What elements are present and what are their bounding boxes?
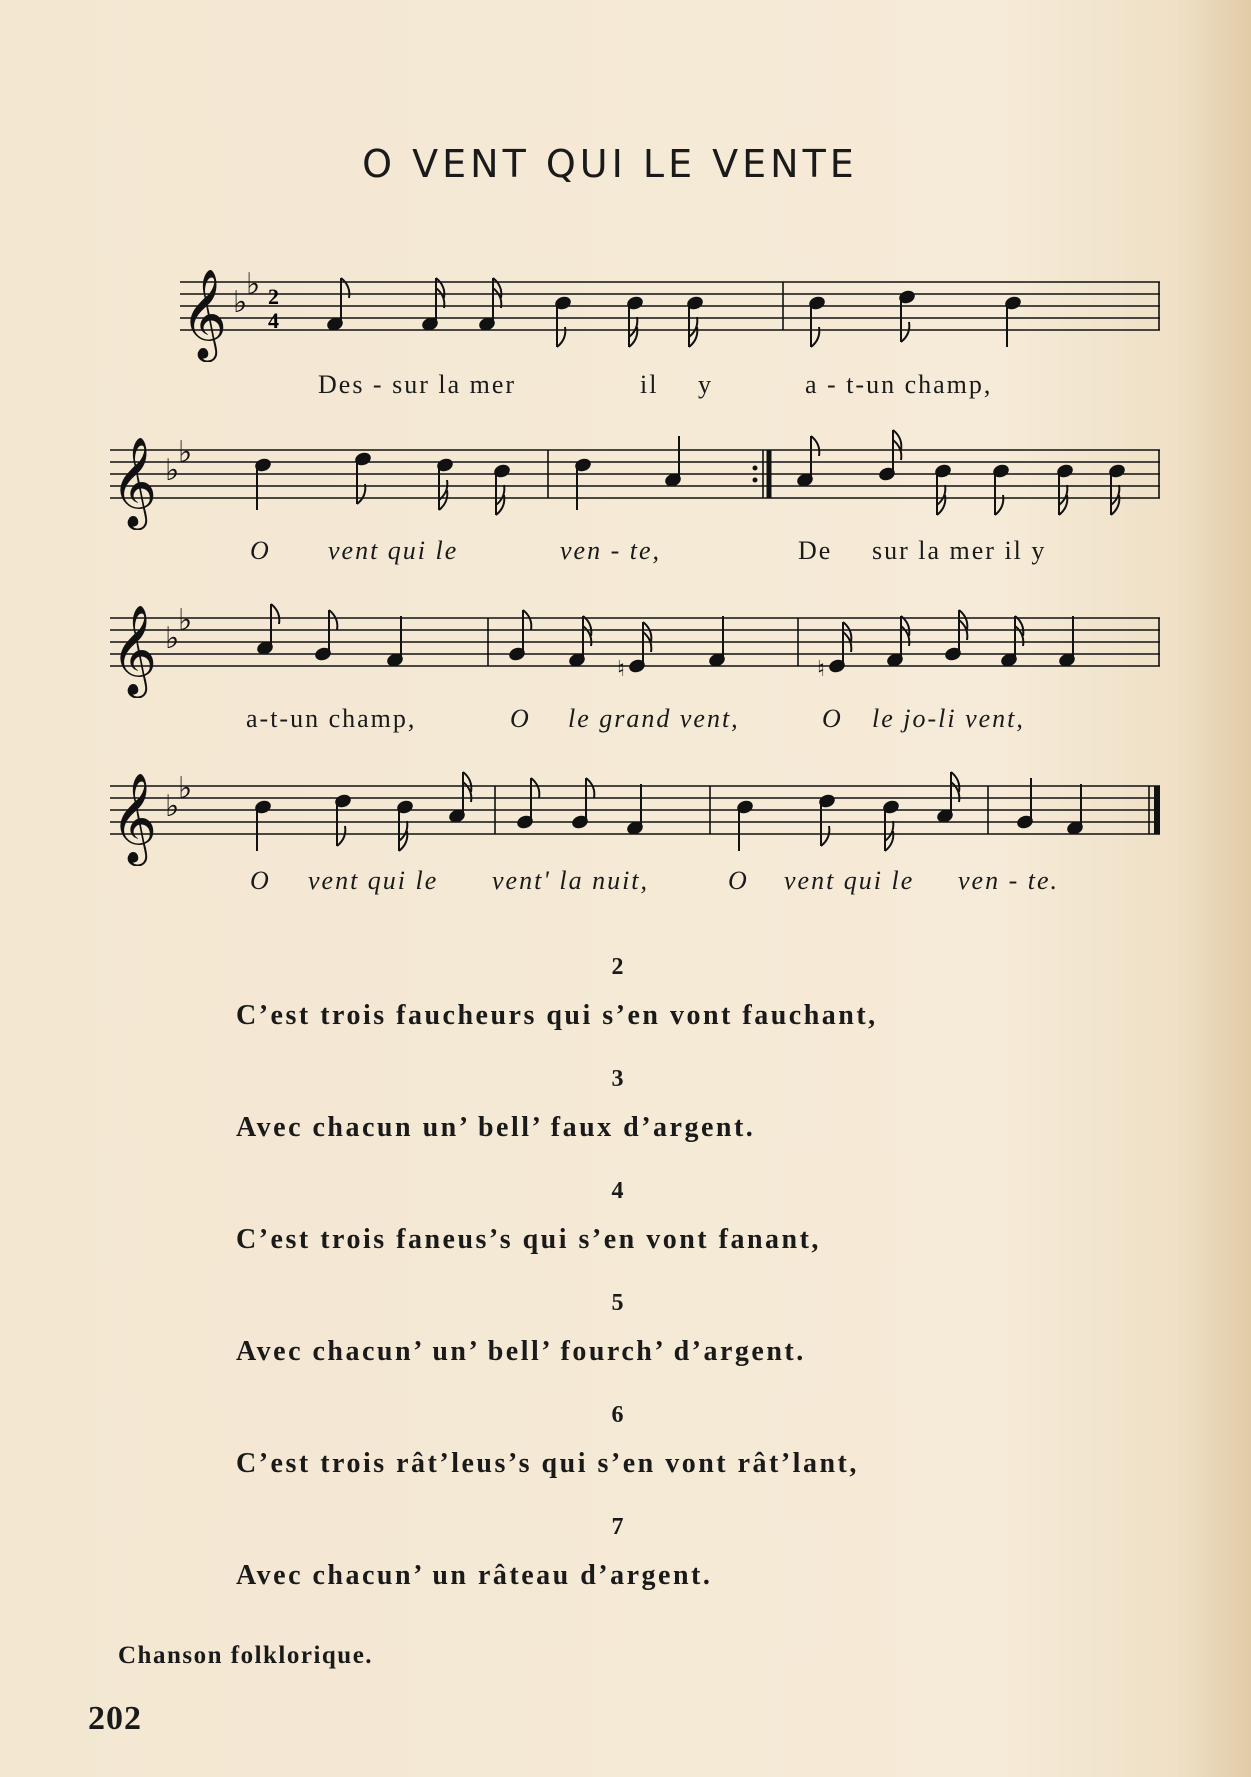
svg-text:♮: ♮ [817,657,825,682]
music-staff-3 [105,588,1165,698]
lyrics-line-3 [0,704,1251,738]
page-number: 202 [88,1700,142,1737]
verse-number: 6 [611,1402,624,1428]
lyric-syllable: O [250,536,271,565]
lyric-syllable: sur la mer il y [872,536,1047,565]
lyric-syllable: le jo-li vent, [872,704,1025,733]
verse-line: Avec chacun’ un’ bell’ fourch’ d’argent. [236,1336,806,1367]
music-staff-1 [175,252,1165,362]
flat-sign-icon: ♭ [165,621,180,656]
lyric-syllable: De [798,536,833,565]
lyric-syllable: il [640,370,659,399]
source-attribution: Chanson folklorique. [118,1642,374,1669]
treble-clef-icon: 𝄞 [111,605,158,695]
lyric-syllable: O [822,704,843,733]
verse-line: Avec chacun un’ bell’ faux d’argent. [236,1112,756,1143]
flat-sign-icon: ♭ [246,267,261,302]
lyric-syllable: O [510,704,531,733]
lyric-syllable: Des - sur la mer [318,370,517,399]
verse-line: C’est trois faneus’s qui s’en vont fanant, [236,1224,821,1255]
treble-clef-icon: 𝄞 [111,437,158,527]
time-signature-top: 2 [268,284,279,309]
verse-number: 5 [611,1290,624,1316]
verse-number: 3 [611,1066,624,1092]
treble-clef-icon: 𝄞 [111,773,158,863]
lyric-syllable: y [698,370,713,399]
lyrics-line-1 [0,370,1251,404]
lyric-syllable: ven - te, [560,536,662,565]
song-title: O VENT QUI LE VENTE [362,142,858,186]
flat-sign-icon: ♭ [178,603,193,638]
lyrics-line-2 [0,536,1251,570]
lyric-syllable: O [250,866,271,895]
lyric-syllable: vent' la nuit, [492,866,650,895]
flat-sign-icon: ♭ [233,285,248,320]
lyrics-line-4 [0,866,1251,900]
time-signature-bottom: 4 [268,308,279,333]
lyric-syllable: a - t-un champ, [805,370,993,399]
flat-sign-icon: ♭ [178,435,193,470]
verse-line: C’est trois rât’leus’s qui s’en vont rât’lant, [236,1448,859,1479]
lyric-syllable: a-t-un champ, [246,704,417,733]
flat-sign-icon: ♭ [165,453,180,488]
lyric-syllable: le grand vent, [568,704,740,733]
music-staff-4 [105,756,1165,866]
music-staff-2 [105,420,1165,530]
lyric-syllable: O [728,866,749,895]
svg-text:♮: ♮ [617,657,625,682]
lyric-syllable: vent qui le [784,866,915,895]
verse-number: 2 [611,954,624,980]
lyric-syllable: ven - te. [958,866,1060,895]
verse-line: Avec chacun’ un râteau d’argent. [236,1560,713,1591]
treble-clef-icon: 𝄞 [181,269,228,359]
verse-number: 4 [611,1178,624,1204]
flat-sign-icon: ♭ [165,789,180,824]
verse-number: 7 [611,1514,624,1540]
verse-line: C’est trois faucheurs qui s’en vont fauchant, [236,1000,878,1031]
flat-sign-icon: ♭ [178,771,193,806]
lyric-syllable: vent qui le [328,536,459,565]
lyric-syllable: vent qui le [308,866,439,895]
